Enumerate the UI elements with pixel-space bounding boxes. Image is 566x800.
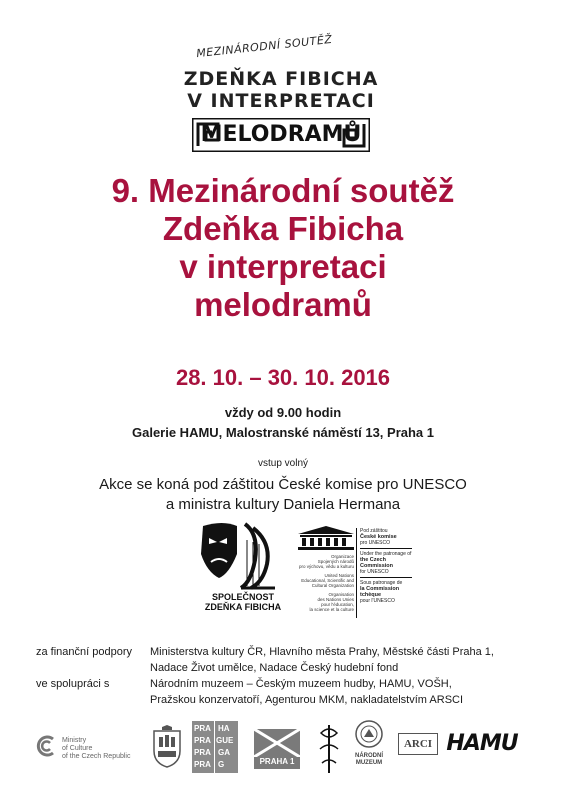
- unesco-right-9: pour l'UNESCO: [360, 598, 395, 604]
- unesco-left-5: Educational, Scientific and: [301, 578, 354, 583]
- national-museum-text-2: MUZEUM: [355, 760, 383, 766]
- national-museum-text-1: NÁRODNÍ: [355, 753, 383, 759]
- society-name-line-1: SPOLEČNOST: [211, 592, 274, 602]
- unesco-left-9: pour l'éducation,: [321, 602, 354, 607]
- unesco-patronage-logo: [290, 524, 420, 622]
- ministry-text-3: of the Czech Republic: [62, 753, 131, 760]
- prague-coat-of-arms-icon: [150, 725, 184, 769]
- unesco-org-text: [294, 554, 354, 612]
- national-museum-text: [346, 753, 392, 767]
- event-date: 28. 10. – 30. 10. 2016: [175, 365, 391, 390]
- ministry-text-2: of Culture: [62, 745, 93, 752]
- society-name-line-2: ZDEŇKA FIBICHA: [204, 602, 282, 612]
- unesco-temple-icon: [294, 524, 358, 550]
- unesco-left-6: Cultural Organization: [311, 583, 354, 588]
- praha-cell-5: PRA: [194, 748, 211, 757]
- cooperation-label: ve spolupráci s: [36, 678, 110, 690]
- entry-note: vstup volný: [257, 458, 309, 469]
- title-line-2: Zdeňka Fibicha: [162, 210, 404, 247]
- praha-cell-3: PRA: [194, 736, 211, 745]
- arsci-logo: ARCI: [398, 733, 438, 755]
- partner-logos: [0, 715, 566, 785]
- unesco-left-10: la science et la culture: [309, 607, 354, 612]
- unesco-left-3: pro výchovu, vědu a kulturu: [298, 564, 354, 569]
- unesco-left-2: Spojených národů: [317, 559, 354, 564]
- logo-small-text: MEZINÁRODNÍ SOUTĚŽ: [195, 32, 333, 61]
- praha-grid-logo: [192, 721, 238, 773]
- cooperation-text-2: Pražskou konzervatoří, Agenturou MKM, nakladatelstvím ARSCI: [150, 694, 464, 706]
- unesco-right-3: pro UNESCO: [360, 540, 391, 546]
- event-time: vždy od 9.00 hodin: [224, 405, 342, 420]
- logo-meander-band: [192, 118, 370, 152]
- unesco-left-8: des Nations Unies: [317, 597, 354, 602]
- society-name: [183, 592, 303, 612]
- ministry-culture-text: [62, 737, 130, 761]
- unesco-right-8: la Commission tchèque: [360, 586, 400, 598]
- conservatory-monogram-icon: [316, 723, 342, 775]
- unesco-right-7: Sous patronage de: [360, 580, 403, 586]
- support-label: za finanční podpory: [36, 646, 133, 658]
- support-text-1: Ministerstva kultury ČR, Hlavního města Prahy, Městské části Praha 1,: [150, 646, 494, 658]
- praha1-text: PRAHA 1: [259, 757, 295, 766]
- event-venue: Galerie HAMU, Malostranské náměstí 13, Praha 1: [131, 425, 434, 440]
- logo-line-2: V INTERPRETACI: [187, 90, 375, 112]
- auspices-line-1: Akce se koná pod záštitou České komise pro UNESCO: [99, 476, 467, 493]
- praha-cell-1: PRA: [194, 724, 211, 733]
- unesco-divider: [356, 528, 357, 618]
- praha-cell-6: GA: [218, 748, 230, 757]
- unesco-right-1: Pod záštitou: [360, 528, 388, 534]
- praha1-cross-icon: [254, 729, 300, 757]
- unesco-right-6: for UNESCO: [360, 569, 389, 575]
- national-museum-icon: [354, 719, 384, 749]
- praha-cell-8: G: [218, 760, 225, 769]
- title-line-4: melodramů: [194, 286, 372, 323]
- praha-cell-7: PRA: [194, 760, 211, 769]
- unesco-patronage-text: [360, 528, 420, 604]
- unesco-right-2: České komise: [360, 534, 397, 540]
- unesco-right-5: the Czech Commission: [360, 557, 394, 569]
- logo-line-3: MELODRAMŮ: [200, 122, 362, 147]
- unesco-right-4: Under the patronage of: [360, 551, 412, 557]
- competition-logo: [150, 26, 412, 150]
- society-logo: [183, 520, 303, 620]
- ministry-culture-icon: [36, 735, 58, 757]
- title-line-3: v interpretaci: [179, 248, 387, 285]
- hamu-logo: HAMU: [446, 731, 518, 756]
- logo-line-1: ZDEŇKA FIBICHA: [183, 68, 379, 90]
- ministry-text-1: Ministry: [62, 737, 87, 744]
- cooperation-text-1: Národním muzeem – Českým muzeem hudby, HAMU, VOŠH,: [150, 678, 452, 690]
- support-text-2: Nadace Život umělce, Nadace Český hudební fond: [150, 662, 399, 674]
- praha-cell-2: HA: [218, 724, 230, 733]
- auspices-line-2: a ministra kultury Daniela Hermana: [165, 496, 401, 513]
- title-line-1: 9. Mezinárodní soutěž: [111, 172, 455, 209]
- unesco-left-7: Organisation: [328, 592, 354, 597]
- unesco-left-4: United Nations: [324, 573, 354, 578]
- lyre-mask-icon: [183, 520, 303, 592]
- unesco-left-1: Organizace: [330, 554, 354, 559]
- praha1-logo: [254, 729, 300, 769]
- praha-cell-4: GUE: [216, 736, 234, 745]
